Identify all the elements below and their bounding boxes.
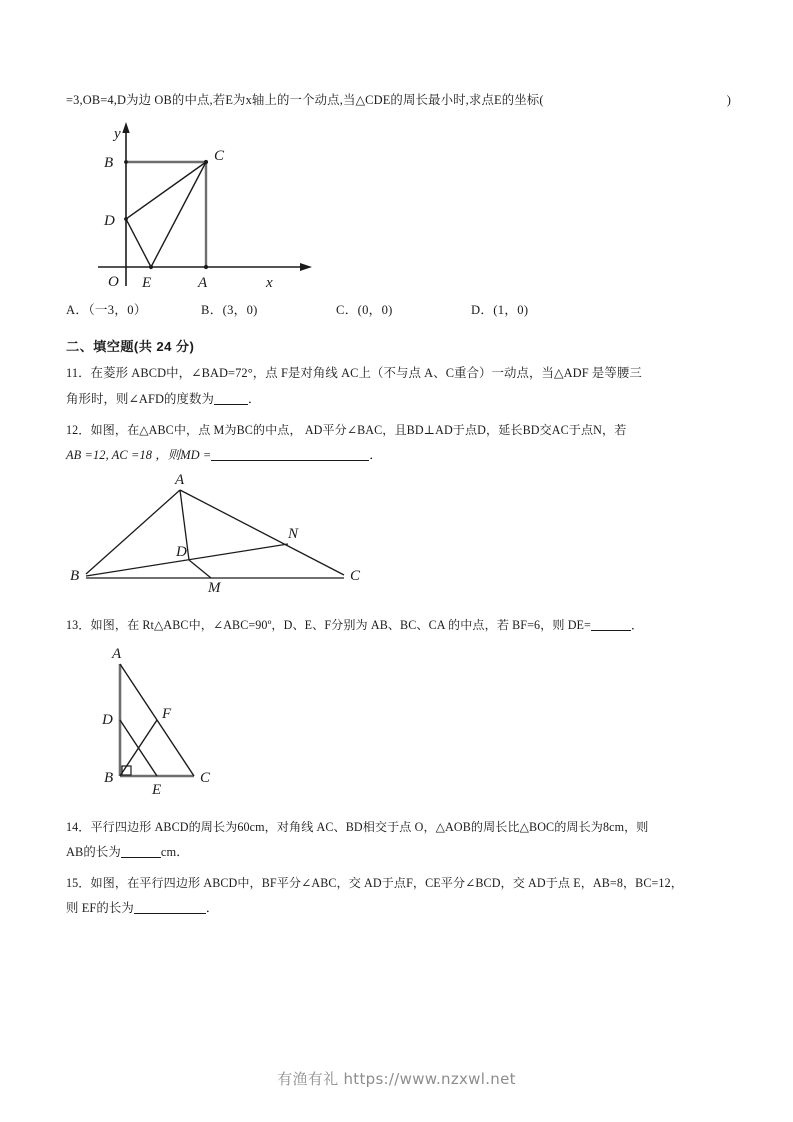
question-11-line1: 11．在菱形 ABCD中，∠BAD=72°，点 F是对角线 AC上（不与点 A、C重合）一动点，当△ADF 是等腰三: [66, 366, 642, 381]
question-11: [66, 361, 726, 412]
question-10-tail: [66, 88, 731, 112]
question-13-line1: [66, 613, 726, 638]
question-13-line1-pre: 13．如图，在 Rt△ABC中，∠ABC=90º，D、E、F分别为 AB、BC、CA 的中点，若 BF=6，则 DE=: [66, 618, 591, 633]
question-12-line2: [66, 443, 726, 468]
question-14-line2: [66, 840, 726, 865]
question-11-answer-blank[interactable]: [214, 404, 248, 405]
right-triangle-midpoints-svg: [84, 642, 314, 798]
coordinate-rectangle-figure: [84, 114, 726, 301]
question-10-close-paren: ): [726, 93, 731, 107]
label-M: M: [208, 580, 221, 597]
question-11-line2: [66, 387, 726, 412]
triangle-abc-median-figure: [66, 470, 726, 601]
label-x-axis: x: [266, 275, 273, 292]
question-15-line2-pre: 则 EF的长为: [66, 901, 134, 915]
label-O: O: [108, 274, 119, 291]
question-14-line1: 14．平行四边形 ABCD的周长为60cm，对角线 AC、BD相交于点 O，△AOB的周长比△BOC的周长为8cm，则: [66, 820, 649, 835]
question-12-line2-pre: AB =12, AC =18 ，则MD =: [66, 447, 212, 462]
question-11-line2-pre: 角形时，则∠AFD的度数为: [66, 391, 214, 406]
label-A: A: [198, 275, 208, 292]
segment-DM: [189, 560, 211, 578]
question-13: [66, 613, 726, 638]
segment-DE: [126, 219, 151, 267]
choice-B[interactable]: B．(3，0): [201, 303, 258, 318]
question-13-answer-blank[interactable]: [591, 630, 631, 631]
x-axis-arrow: [300, 263, 312, 271]
label-C: C: [350, 568, 361, 585]
question-14-line2-post: cm．: [160, 844, 189, 859]
question-15-line2-post: ．: [205, 901, 219, 915]
question-15-answer-blank[interactable]: [134, 913, 206, 914]
label-D: D: [176, 544, 187, 561]
segment-BA: [86, 490, 180, 574]
choice-D[interactable]: D．(1，0): [471, 303, 529, 318]
label-D: D: [102, 712, 113, 729]
question-10-choices: [66, 299, 726, 318]
point-A-dot: [204, 265, 208, 269]
question-12-line1: 12．如图，在△ABC中，点 M为BC的中点， AD平分∠BAC，且BD⊥AD于点D，延长BD交AC于点N，若: [66, 423, 627, 438]
label-D: D: [104, 213, 115, 230]
question-14-answer-blank[interactable]: [121, 857, 161, 858]
question-14-line2-pre: AB的长为: [66, 844, 121, 859]
label-C: C: [214, 148, 225, 165]
label-C: C: [200, 770, 211, 787]
label-E: E: [142, 275, 152, 292]
choice-A[interactable]: A．（一3，0）: [66, 303, 147, 318]
label-B: B: [104, 770, 114, 787]
section-heading: 二、填空题(共 24 分): [66, 339, 195, 355]
label-N: N: [288, 526, 299, 543]
question-15-line2: [66, 896, 726, 921]
question-15: [66, 871, 726, 921]
segment-EC: [151, 162, 206, 267]
right-triangle-midpoints-figure: [84, 642, 726, 803]
coordinate-rectangle-svg: [84, 114, 344, 296]
label-E: E: [152, 782, 162, 799]
point-B-dot: [124, 160, 128, 164]
question-12-answer-blank[interactable]: [211, 460, 369, 461]
question-12: [66, 418, 726, 468]
point-D-dot: [124, 217, 128, 221]
question-10-text: =3,OB=4,D为边 OB的中点,若E为x轴上的一个动点,当△CDE的周长最小时,求点E的坐标(: [66, 93, 544, 107]
question-14: [66, 815, 726, 865]
point-C-dot: [204, 160, 208, 164]
label-F: F: [162, 706, 172, 723]
segment-DC: [126, 162, 206, 219]
point-E-dot: [149, 265, 153, 269]
question-11-line2-post: ．: [248, 391, 261, 406]
label-B: B: [70, 568, 80, 585]
y-axis-arrow: [122, 122, 129, 133]
worksheet-content: [66, 88, 731, 921]
footer-watermark: 有渔有礼 https://www.nzxwl.net: [277, 1070, 516, 1088]
segment-AC: [180, 490, 344, 575]
question-15-line1: 15．如图，在平行四边形 ABCD中，BF平分∠ABC，交 AD于点F，CE平分∠BCD，交 AD于点 E，AB=8，BC=12，: [66, 876, 683, 891]
label-A: A: [175, 472, 185, 489]
question-13-line1-post: ．: [630, 618, 644, 633]
label-y-axis: y: [114, 126, 121, 143]
label-A: A: [112, 646, 122, 663]
choice-C[interactable]: C．(0，0): [336, 303, 393, 318]
triangle-abc-median-svg: [66, 470, 396, 596]
label-B: B: [104, 155, 114, 172]
question-12-line2-post: ．: [369, 447, 382, 462]
